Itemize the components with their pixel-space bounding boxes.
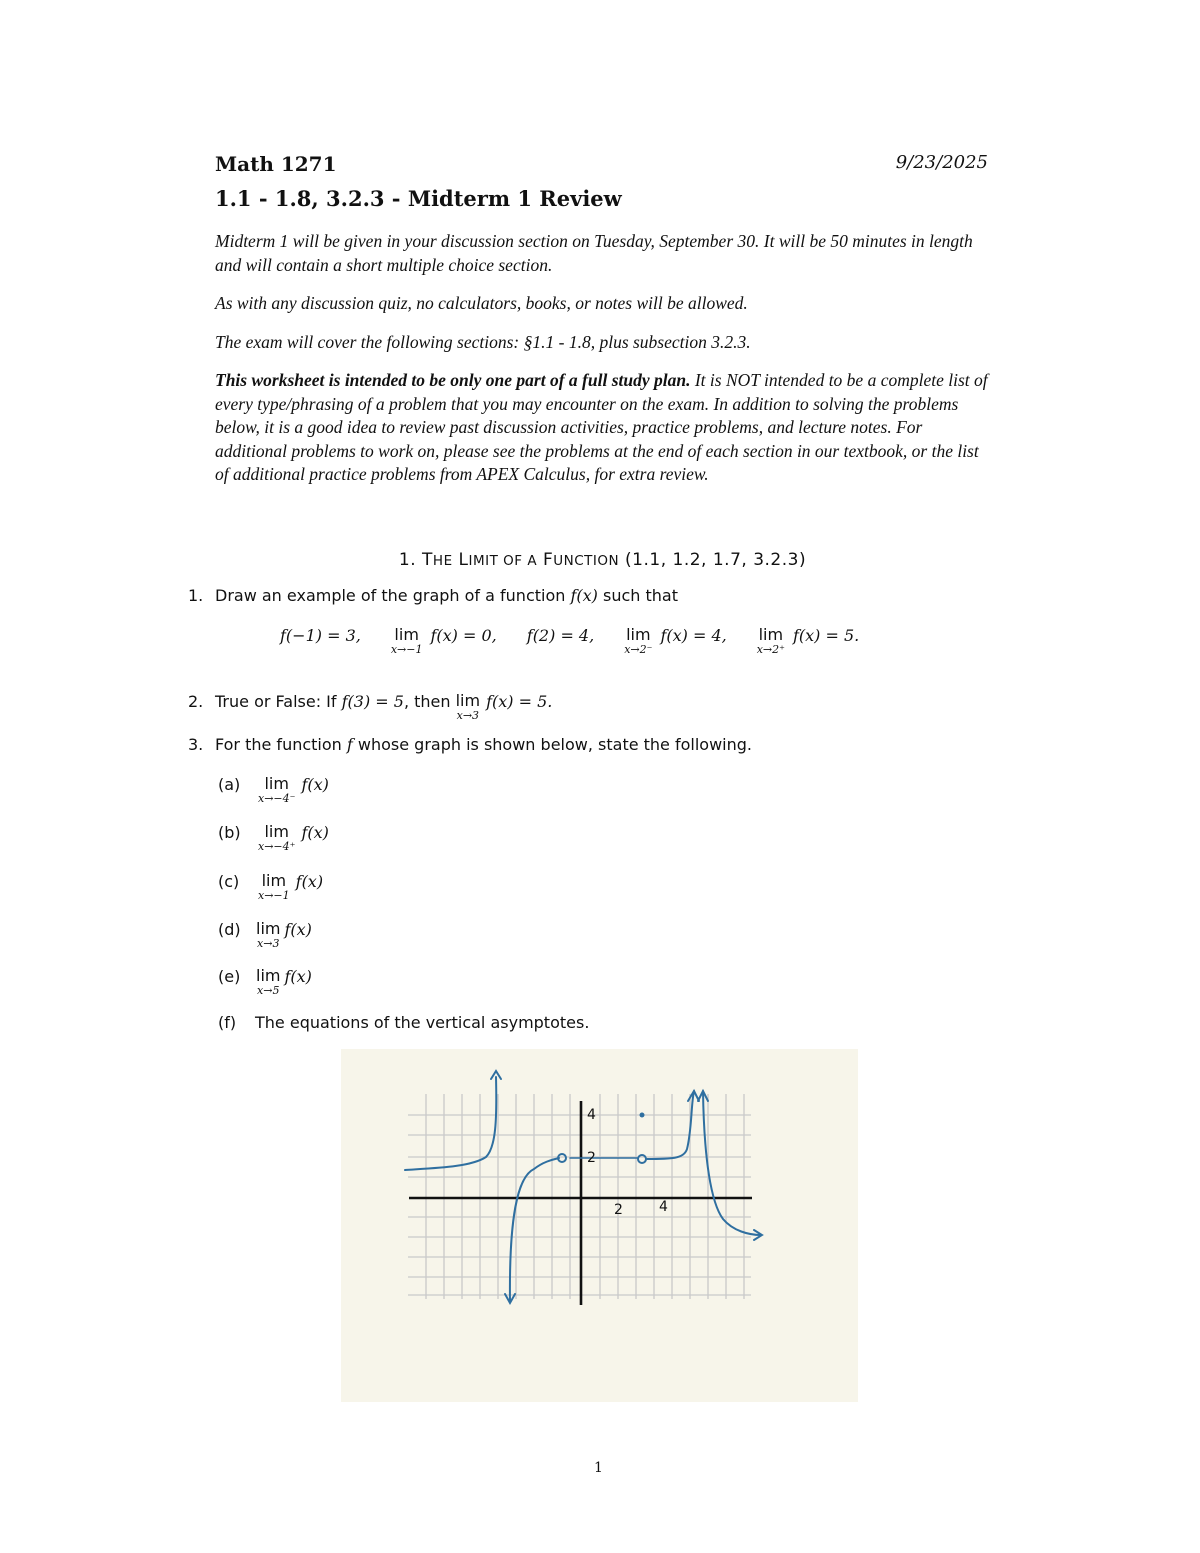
x-label-2: 2 <box>614 1202 623 1218</box>
far-right-branch <box>703 1091 761 1235</box>
coverage-paragraph: The exam will cover the following sections: §1.1 - 1.8, plus subsection 3.2.3. <box>215 332 751 352</box>
page-title: 1.1 - 1.8, 3.2.3 - Midterm 1 Review <box>215 186 622 211</box>
question-1: 1. Draw an example of the graph of a function f(x) such that <box>188 586 678 605</box>
section-heading: 1. THE LIMIT OF A FUNCTION (1.1, 1.2, 1.7, 3.2.3) <box>398 550 807 570</box>
y-label-4: 4 <box>587 1107 596 1123</box>
limit: lim x→2⁻ <box>624 625 653 656</box>
study-plan-emphasis: This worksheet is intended to be only one part of a full study plan. <box>215 370 691 390</box>
limit: lim x→3 <box>256 919 281 950</box>
study-plan-paragraph <box>215 369 990 487</box>
limit: lim x→3 <box>455 691 481 722</box>
page-number: 1 <box>594 1460 603 1476</box>
limit: lim x→−4⁻ <box>258 774 296 805</box>
limit: lim x→−1 <box>390 625 423 656</box>
filled-point <box>640 1113 645 1118</box>
open-circle-right <box>638 1155 646 1163</box>
limit: lim x→−4⁺ <box>258 822 296 853</box>
grid-lines <box>408 1094 751 1299</box>
course-name: Math 1271 <box>215 152 337 176</box>
function-graph <box>341 1049 858 1402</box>
limit: lim x→2⁺ <box>756 625 785 656</box>
rules-paragraph: As with any discussion quiz, no calculators, books, or notes will be allowed. <box>215 293 748 313</box>
study-plan-text: It is NOT intended to be a complete list of every type/phrasing of a problem that you may encounter on the exam. In addition to solving the problems below, it is a good idea to review past discussion activities, practice problems, and lecture notes. For additional problems to work on, please see the problems at the end of each section in our textbook, or the list of additional practice problems from APEX Calculus, for extra review. <box>215 370 988 484</box>
exam-info-paragraph: Midterm 1 will be given in your discussion section on Tuesday, September 30. It will be 50 minutes in length and will contain a short multiple choice section. <box>215 231 973 275</box>
question-3: 3. For the function f whose graph is shown below, state the following. <box>188 735 752 754</box>
axes <box>409 1101 752 1305</box>
question-2: 2. True or False: If f(3) = 5 , then lim x→3 f(x) = 5. <box>188 691 553 722</box>
y-label-2: 2 <box>587 1150 596 1166</box>
limit: lim x→5 <box>256 966 281 997</box>
left-branch <box>405 1077 496 1170</box>
question-1-conditions: f(−1) = 3, lim x→−1 f(x) = 0, f(2) = 4, lim x→2⁻ f(x) = 4, lim x→2⁺ f(x) = 5. <box>280 625 860 656</box>
right-branch <box>646 1091 694 1159</box>
x-label-4: 4 <box>659 1199 668 1215</box>
date: 9/23/2025 <box>895 152 988 173</box>
limit: lim x→−1 <box>258 871 290 902</box>
graph-svg <box>341 1049 858 1402</box>
